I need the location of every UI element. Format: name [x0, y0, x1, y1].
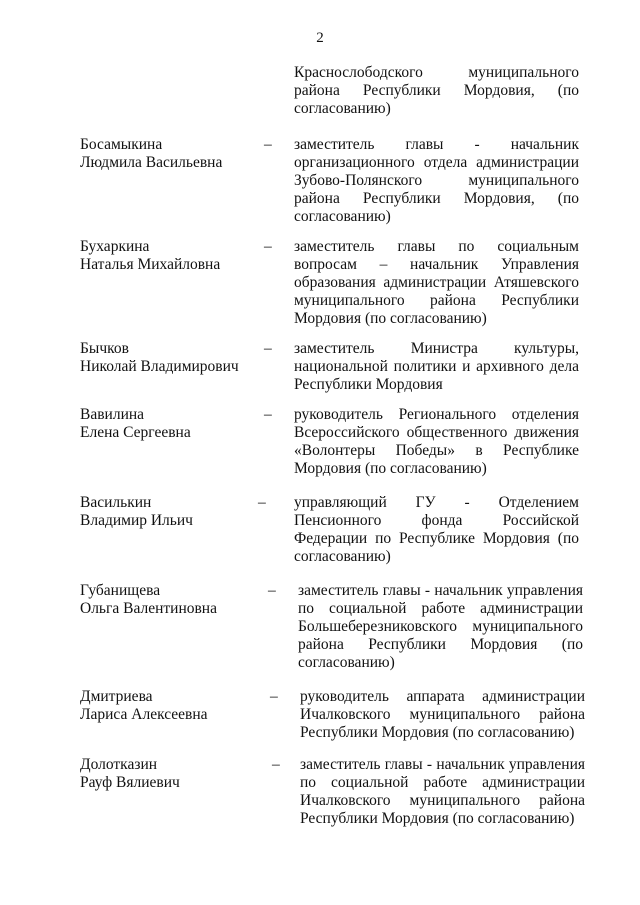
dash-separator: – — [264, 136, 272, 153]
member-given-name: Лариса Алексеевна — [80, 706, 208, 723]
dash-separator: – — [272, 756, 280, 773]
member-surname: Босамыкина — [80, 136, 163, 153]
member-name — [80, 756, 260, 792]
page-number: 2 — [316, 30, 324, 46]
member-role: заместитель главы по социальным вопросам – начальник Управления образования администрации Атяшевского муниципального района Республики Мордовия (по согласованию) — [294, 238, 579, 327]
member-name — [80, 238, 260, 274]
member-given-name: Николай Владимирович — [80, 358, 239, 375]
member-role: заместитель главы - начальник управления по социальной работе администрации Большеберезниковского муниципального района Республики Мордовия (по согласованию) — [298, 582, 583, 671]
member-surname: Долотказин — [80, 756, 158, 773]
member-given-name: Владимир Ильич — [80, 512, 193, 529]
member-role: заместитель Министра культуры, национальной политики и архивного дела Республики Мордовия — [294, 340, 579, 393]
member-role: руководитель аппарата администрации Ичалковского муниципального района Республики Мордовия (по согласованию) — [300, 688, 585, 741]
member-surname: Василькин — [80, 494, 152, 511]
member-given-name: Рауф Вялиевич — [80, 774, 180, 791]
member-role: Краснослободского муниципального района Республики Мордовия, (по согласованию) — [294, 64, 579, 117]
dash-separator: – — [264, 340, 272, 357]
member-role: заместитель главы - начальник организационного отдела администрации Зубово-Полянского муниципального района Республики Мордовия, (по согласованию) — [294, 136, 579, 225]
dash-separator: – — [264, 406, 272, 423]
member-given-name: Елена Сергеевна — [80, 424, 191, 441]
member-name — [80, 406, 260, 442]
member-name — [80, 136, 260, 172]
member-role: управляющий ГУ - Отделением Пенсионного фонда Российской Федерации по Республике Мордовия (по согласованию) — [294, 494, 579, 565]
member-role: руководитель Регионального отделения Всероссийского общественного движения «Волонтеры Победы» в Республике Мордовия (по согласованию) — [294, 406, 579, 477]
member-surname: Вавилина — [80, 406, 145, 423]
dash-separator: – — [264, 238, 272, 255]
member-name — [80, 688, 260, 724]
member-given-name: Ольга Валентиновна — [80, 600, 217, 617]
member-given-name: Людмила Васильевна — [80, 154, 223, 171]
member-name — [80, 582, 260, 618]
member-name — [80, 494, 260, 530]
dash-separator: – — [268, 582, 276, 599]
member-given-name: Наталья Михайловна — [80, 256, 221, 273]
dash-separator: – — [270, 688, 278, 705]
member-surname: Губанищева — [80, 582, 161, 599]
member-surname: Бычков — [80, 340, 129, 357]
dash-separator: – — [258, 494, 266, 511]
member-surname: Бухаркина — [80, 238, 150, 255]
member-role: заместитель главы - начальник управления по социальной работе администрации Ичалковского муниципального района Республики Мордовия (по согласованию) — [300, 756, 585, 827]
member-name — [80, 340, 260, 376]
member-surname: Дмитриева — [80, 688, 153, 705]
